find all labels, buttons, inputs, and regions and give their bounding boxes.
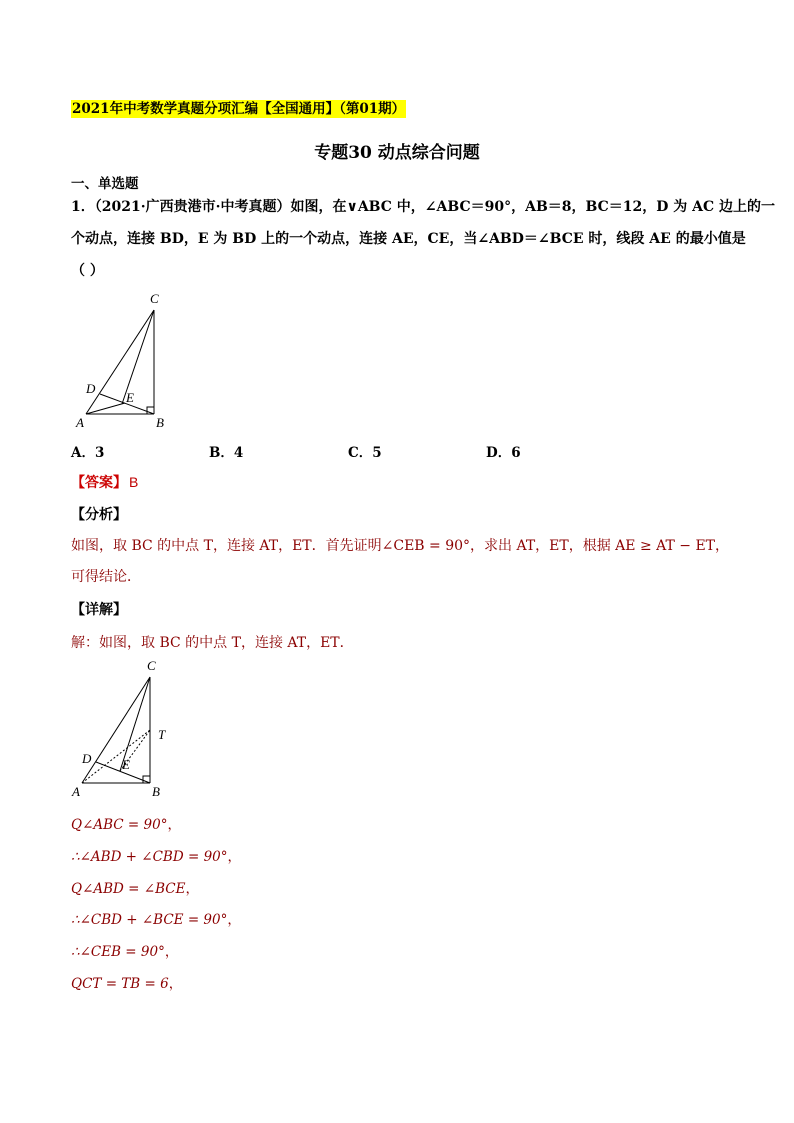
label-E: E [126, 390, 134, 405]
series-title: 2021年中考数学真题分项汇编【全国通用】（第01期） [72, 101, 406, 117]
label-B: B [156, 415, 164, 430]
question-line-3: （ ） [71, 263, 104, 279]
step-6: QCT = TB = 6， [71, 976, 183, 992]
choices [71, 441, 521, 461]
answer-tag: 【答案】 [71, 475, 127, 491]
label-E: E [122, 757, 130, 772]
section-heading: 一、单选题 [71, 176, 139, 192]
triangle-figure-1 [70, 288, 180, 433]
question-line-1: 1．（2021·广西贵港市·中考真题）如图，在∨ABC 中，∠ABC＝90°，AB＝8，BC＝12，D 为 AC 边上的一 [71, 199, 776, 215]
step-2: ∴∠ABD + ∠CBD = 90°， [71, 849, 241, 865]
detail-tag: 【详解】 [71, 602, 127, 618]
choice-b: B．4 [209, 445, 244, 461]
answer-value: B [129, 474, 139, 490]
label-B: B [152, 784, 160, 799]
label-C: C [147, 658, 156, 673]
label-D: D [82, 751, 92, 766]
segment-AC [86, 310, 154, 414]
choice-c: C．5 [348, 445, 382, 461]
question-line-2: 个动点，连接 BD，E 为 BD 上的一个动点，连接 AE，CE，当∠ABD＝∠BCE 时，线段 AE 的最小值是 [71, 231, 746, 247]
analysis-line-2: 可得结论． [71, 569, 141, 585]
step-3: Q∠ABD = ∠BCE， [71, 881, 199, 897]
label-C: C [150, 291, 159, 306]
triangle-figure-2 [70, 657, 180, 802]
label-A: A [72, 784, 80, 799]
answer-row [71, 472, 138, 492]
label-T: T [158, 727, 166, 742]
segment-AC [82, 677, 150, 783]
choice-d: D．6 [486, 445, 521, 461]
analysis-tag: 【分析】 [71, 507, 127, 523]
step-5: ∴∠CEB = 90°， [71, 944, 179, 960]
label-A: A [76, 415, 84, 430]
analysis-line-1: 如图，取 BC 的中点 T，连接 AT，ET．首先证明∠CEB = 90°，求出 AT，ET，根据 AE ≥ AT − ET， [71, 538, 730, 554]
segment-AT-dashed [82, 730, 150, 783]
step-1: Q∠ABC = 90°， [71, 817, 181, 833]
choice-a: A．3 [71, 445, 105, 461]
detail-intro: 解：如图，取 BC 的中点 T，连接 AT，ET． [71, 635, 354, 651]
label-D: D [86, 381, 96, 396]
step-4: ∴∠CBD + ∠BCE = 90°， [71, 912, 241, 928]
page-title: 专题30 动点综合问题 [314, 143, 480, 163]
